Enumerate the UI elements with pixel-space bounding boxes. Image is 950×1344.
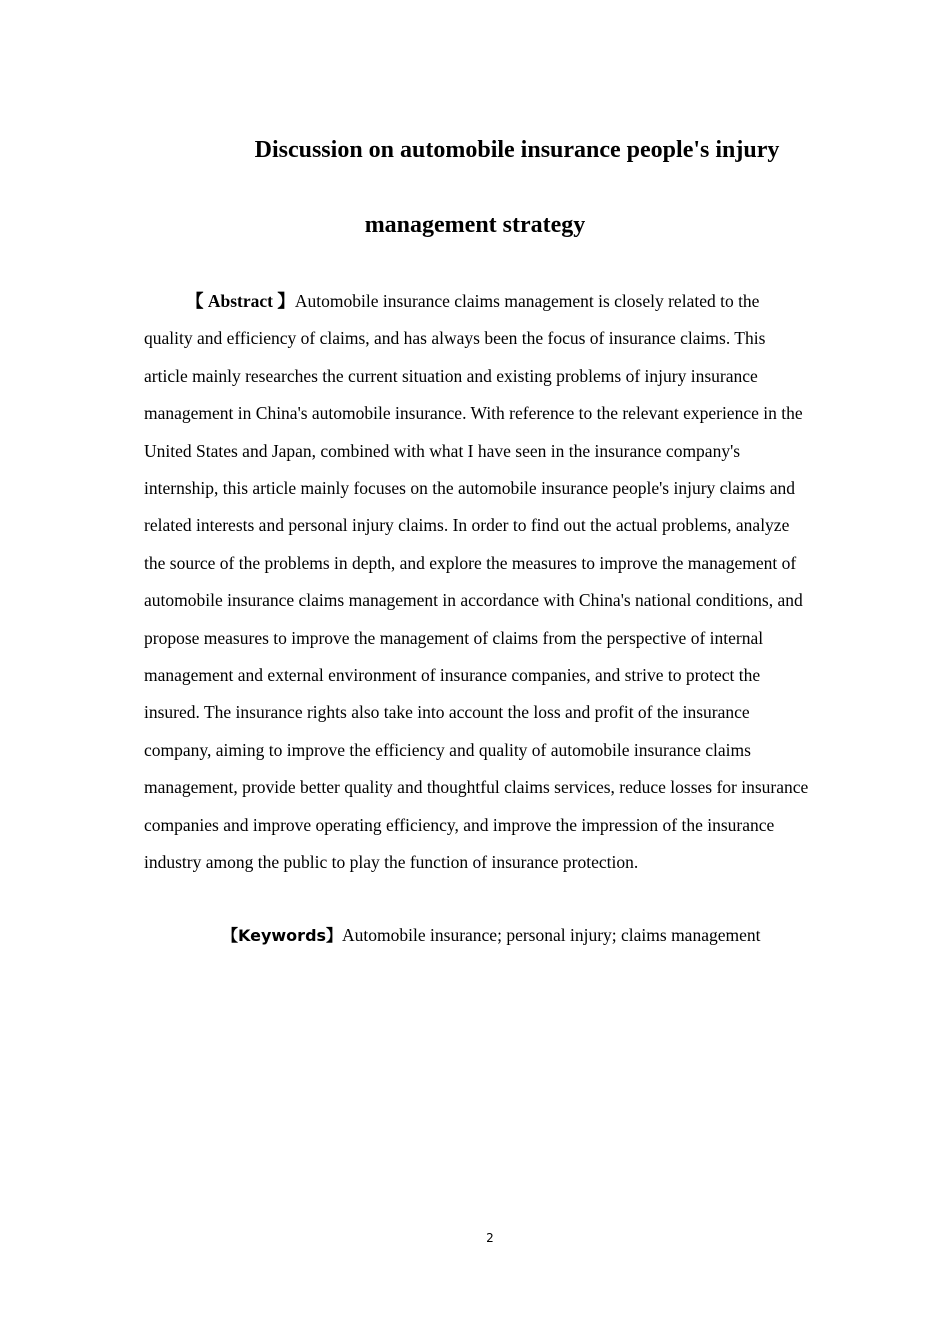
- title-line-2: management strategy: [364, 212, 586, 238]
- keywords-label: 【Keywords】: [222, 926, 343, 945]
- abstract-label: 【 Abstract 】: [186, 291, 295, 311]
- keywords-text: Automobile insurance; personal injury; claims management: [342, 925, 761, 945]
- page-number: 2: [486, 1231, 494, 1245]
- abstract-text: Automobile insurance claims management is closely related to the quality and efficiency of claims, and has always been the focus of insurance claims. This article mainly researches the current situation and existing problems of injury insurance management in China's automobile insurance. With reference to the relevant experience in the United States and Japan, combined with what I have seen in the insurance company's internship, this article mainly focuses on the automobile insurance people's injury claims and related interests and personal injury claims. In order to find out the actual problems, analyze the source of the problems in depth, and explore the measures to improve the management of automobile insurance claims management in accordance with China's national conditions, and propose measures to improve the management of claims from the perspective of internal management and external environment of insurance companies, and strive to protect the insured. The insurance rights also take into account the loss and profit of the insurance company, aiming to improve the efficiency and quality of automobile insurance claims management, provide better quality and thoughtful claims services, reduce losses for insurance companies and improve operating efficiency, and improve the impression of the insurance industry among the public to play the function of insurance protection.: [144, 291, 809, 873]
- keywords-line: [222, 919, 760, 952]
- title-line-1: Discussion on automobile insurance people's injury: [254, 137, 780, 163]
- abstract-paragraph: [144, 283, 812, 882]
